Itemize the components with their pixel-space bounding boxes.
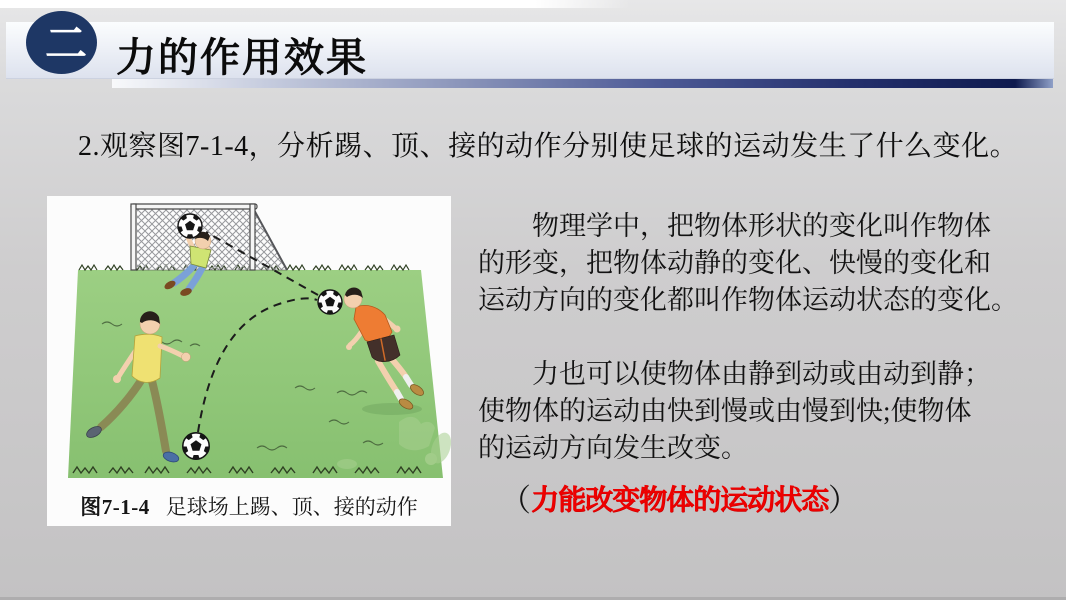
paragraph-definition (478, 208, 1018, 319)
figure-caption-label: 图7-1-4 (80, 495, 150, 519)
page-title: 力的作用效果 (116, 35, 368, 80)
soccer-scene-illustration (47, 196, 451, 486)
soccer-ball-icon (317, 290, 343, 315)
paragraph-line: 使物体的运动由快到慢或由慢到快;使物体 (478, 396, 972, 426)
close-paren: ） (828, 483, 860, 518)
figure-frame (47, 196, 451, 526)
top-white-strip (0, 0, 630, 8)
paragraph-line: 的形变，把物体动静的变化、快慢的变化和 (478, 248, 991, 278)
paragraph-line: 的运动方向发生改变。 (478, 433, 748, 463)
figure-caption (47, 486, 451, 526)
open-paren: （ (500, 483, 531, 518)
conclusion-text: 力能改变物体的运动状态 (531, 484, 829, 515)
paragraph-line: 物理学中，把物体形状的变化叫作物体 (478, 211, 991, 241)
section-number-badge (26, 11, 97, 74)
question-text: 2.观察图7-1-4，分析踢、顶、接的动作分别使足球的运动发生了什么变化。 (78, 131, 1019, 162)
paragraph-line: 力也可以使物体由静到动或由动到静； (478, 359, 991, 389)
paragraph-line: 运动方向的变化都叫作物体运动状态的变化。 (478, 285, 1018, 315)
paragraph-force-effects (478, 356, 1018, 467)
conclusion-line (500, 475, 859, 520)
soccer-ball-icon (177, 214, 203, 239)
figure-caption-text: 足球场上踢、顶、接的动作 (165, 495, 418, 519)
section-number: 二 (44, 21, 87, 68)
soccer-ball-icon (182, 433, 210, 460)
